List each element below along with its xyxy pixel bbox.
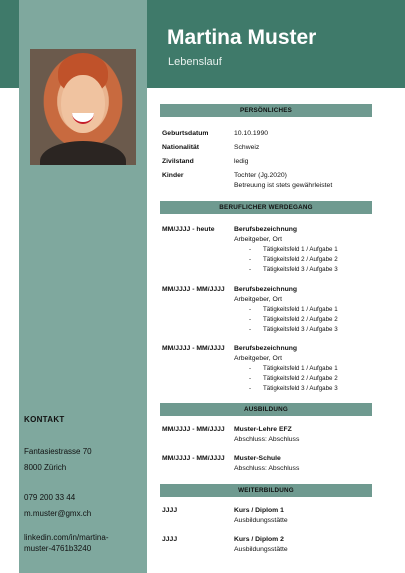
- education-date: MM/JJJJ - MM/JJJJ: [162, 455, 225, 462]
- further-title: Kurs / Diplom 1: [234, 507, 284, 514]
- work-title: Berufsbezeichnung: [234, 226, 298, 233]
- contact-linkedin[interactable]: linkedin.com/in/martina-: [24, 533, 109, 542]
- work-date: MM/JJJJ - MM/JJJJ: [162, 286, 225, 293]
- work-task: - Tätigkeitsfeld 3 / Aufgabe 3: [249, 385, 338, 392]
- further-detail: Ausbildungsstätte: [234, 517, 288, 524]
- education-title: Muster-Lehre EFZ: [234, 426, 292, 433]
- personal-value: Schweiz: [234, 144, 260, 151]
- contact-email[interactable]: m.muster@gmx.ch: [24, 509, 92, 518]
- personal-label: Nationalität: [162, 144, 200, 151]
- personal-label: Kinder: [162, 172, 184, 179]
- work-date: MM/JJJJ - MM/JJJJ: [162, 345, 225, 352]
- further-detail: Ausbildungsstätte: [234, 546, 288, 553]
- contact-phone[interactable]: 079 200 33 44: [24, 493, 76, 502]
- section-heading-education: AUSBILDUNG: [160, 403, 372, 416]
- person-name: Martina Muster: [167, 26, 317, 49]
- profile-photo: [30, 49, 136, 165]
- personal-label: Zivilstand: [162, 158, 194, 165]
- contact-city: 8000 Zürich: [24, 463, 67, 472]
- personal-label: Geburtsdatum: [162, 130, 209, 137]
- work-title: Berufsbezeichnung: [234, 345, 298, 352]
- education-detail: Abschluss: Abschluss: [234, 436, 300, 443]
- document-subtitle: Lebenslauf: [168, 56, 222, 68]
- work-title: Berufsbezeichnung: [234, 286, 298, 293]
- further-date: JJJJ: [162, 536, 178, 543]
- further-title: Kurs / Diplom 2: [234, 536, 284, 543]
- work-task: - Tätigkeitsfeld 1 / Aufgabe 1: [249, 306, 338, 313]
- section-heading-work: BERUFLICHER WERDEGANG: [160, 201, 372, 214]
- work-task: - Tätigkeitsfeld 3 / Aufgabe 3: [249, 326, 338, 333]
- education-title: Muster-Schule: [234, 455, 281, 462]
- work-date: MM/JJJJ - heute: [162, 226, 215, 233]
- education-detail: Abschluss: Abschluss: [234, 465, 300, 472]
- personal-value: 10.10.1990: [234, 130, 269, 137]
- section-heading-further-education: WEITERBILDUNG: [160, 484, 372, 497]
- work-task: - Tätigkeitsfeld 2 / Aufgabe 2: [249, 375, 338, 382]
- personal-value: ledig: [234, 158, 249, 165]
- work-task: - Tätigkeitsfeld 3 / Aufgabe 3: [249, 266, 338, 273]
- work-employer: Arbeitgeber, Ort: [234, 296, 282, 303]
- work-task: - Tätigkeitsfeld 1 / Aufgabe 1: [249, 246, 338, 253]
- work-task: - Tätigkeitsfeld 1 / Aufgabe 1: [249, 365, 338, 372]
- personal-value: Tochter (Jg.2020): [234, 172, 287, 179]
- education-date: MM/JJJJ - MM/JJJJ: [162, 426, 225, 433]
- work-task: - Tätigkeitsfeld 2 / Aufgabe 2: [249, 256, 338, 263]
- work-employer: Arbeitgeber, Ort: [234, 236, 282, 243]
- contact-linkedin[interactable]: muster-4761b3240: [24, 544, 92, 553]
- section-heading-personal: PERSÖNLICHES: [160, 104, 372, 117]
- further-date: JJJJ: [162, 507, 178, 514]
- contact-street: Fantasiestrasse 70: [24, 447, 92, 456]
- work-employer: Arbeitgeber, Ort: [234, 355, 282, 362]
- personal-value: Betreuung ist stets gewährleistet: [234, 182, 333, 189]
- work-task: - Tätigkeitsfeld 2 / Aufgabe 2: [249, 316, 338, 323]
- contact-heading: KONTAKT: [24, 415, 65, 424]
